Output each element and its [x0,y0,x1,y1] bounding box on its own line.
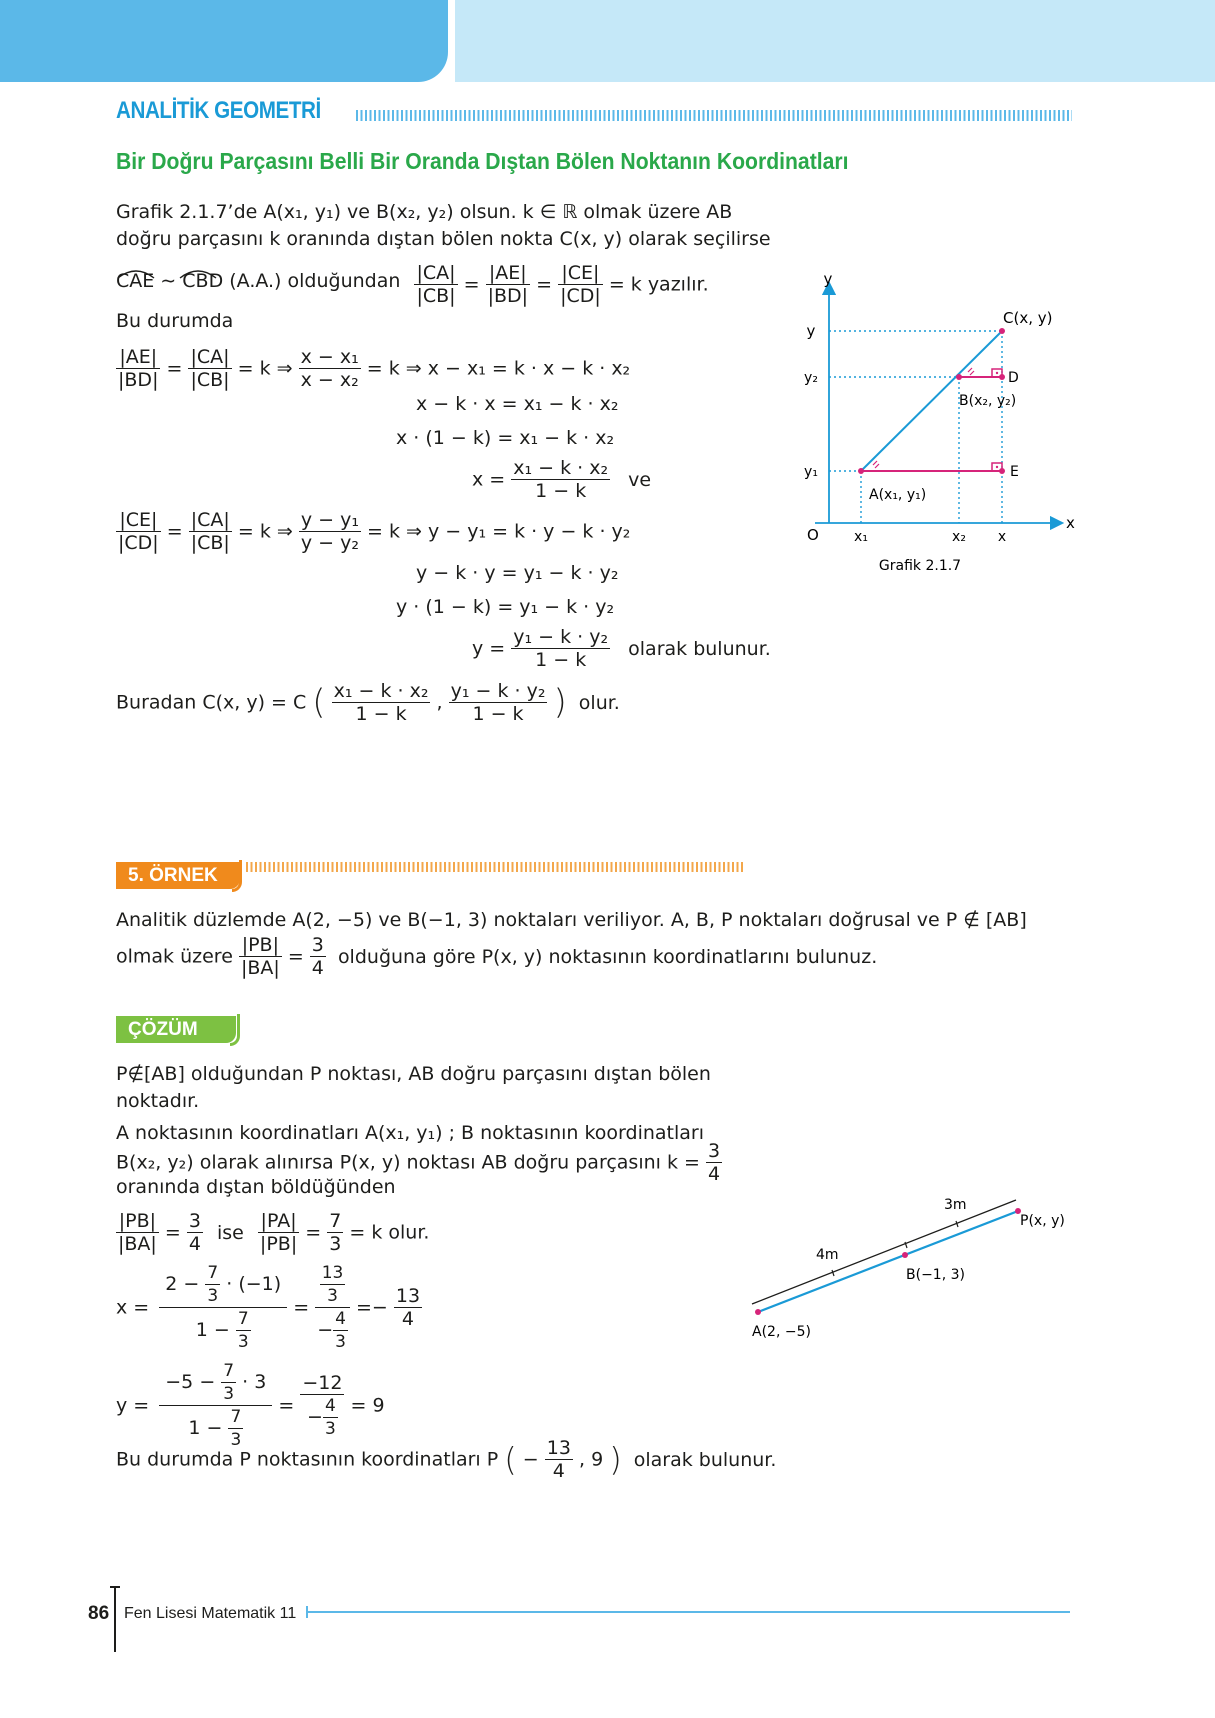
y-equation-4: y = $\frac{\text{y₁ − k · y₂}}{1 - k}$ olarak bulunur. [472,626,771,671]
example-line-1: Analitik düzlemde A(2, −5) ve B(−1, 3) noktaları veriliyor. A, B, P noktaları doğrusal ve P ∉ [AB] [116,909,1027,931]
frac-3-4-2: $\frac{3}{4}$ [188,1210,201,1255]
book-title: Fen Lisesi Matematik 11 [124,1605,297,1622]
tick-x: x [997,529,1007,545]
solution-p2-line1: A noktasının koordinatları A(x₁, y₁) ; B noktasının koordinatları [116,1122,705,1144]
x-equation-4: x = $\frac{\text{x₁ − k · x₂}}{1 - k}$ ve [472,457,652,502]
x-equation-1: $\frac{|AE|}{|BD|}$ = $\frac{|CA|}{|CB|}$ = k ⇒ $\frac{\text{x − x₁}}{\text{x − x₂}}$ = k ⇒ x − x₁ = k · x − k · x₂ [118,346,631,391]
frac-ae-bd-2: $\frac{|AE|}{|BD|}$ [118,346,159,391]
solution-p1-line1: P∉[AB] olduğundan P noktası, AB doğru parçasını dıştan bölen [116,1063,711,1085]
y-equation-2: y − k · y = y₁ − k · y₂ [416,562,619,584]
ratio-equation: $\frac{|PB|}{|BA|}$ = $\frac{3}{4}$ ise $\frac{|PA|}{|PB|}$ = $\frac{7}{3}$ = k olur. [118,1210,430,1255]
intro-line-2: doğru parçasını k oranında dıştan bölen nokta C(x, y) olarak seçilirse [116,228,771,250]
segment-figure [740,1184,1080,1344]
graph-caption: Grafik 2.1.7 [878,558,962,574]
similarity-text: CAE ∼ CBD (A.A.) olduğundan [116,269,401,292]
frac-ca-cb-2: $\frac{|CA|}{|CB|}$ [190,346,230,391]
frac-ae-bd: $\frac{|AE|}{|BD|}$ [487,262,529,307]
solution-tab-edge [230,1014,240,1046]
tick-x1: x₁ [854,529,868,545]
label-point-e: E [1010,464,1019,480]
frac-k-3-4: $\frac{3}{4}$ [707,1140,721,1185]
example-tab: 5. ÖRNEK [116,862,240,889]
frac-y-result: $\frac{\text{y₁ − k · y₂}}{1 - k}$ [513,626,609,671]
frac-7-3: $\frac{7}{3}$ [329,1210,342,1255]
footer-line [308,1611,1070,1613]
label-4m: 4m [816,1247,839,1263]
frac-result-x: $\frac{\text{x₁ − k · x₂}}{1 - k}$ [333,680,429,725]
subsection-title: Bir Doğru Parçasını Belli Bir Oranda Dıştan Bölen Noktanın Koordinatları [116,148,849,174]
x-equation-3: x · (1 − k) = x₁ − k · x₂ [396,427,615,449]
header-gap [448,0,455,82]
x-equation-2: x − k · x = x₁ − k · x₂ [416,393,619,415]
intro-line-1: Grafik 2.1.7’de A(x₁, y₁) ve B(x₂, y₂) olsun. k ∈ ℝ olmak üzere AB [116,201,733,223]
frac-ce-cd-2: $\frac{|CE|}{|CD|}$ [118,509,159,554]
graph-2-1-7 [795,268,1085,578]
section-title-ticks [356,110,1072,121]
frac-ce-cd: $\frac{|CE|}{|CD|}$ [560,262,601,307]
tick-x2: x₂ [952,529,966,545]
solution-tab: ÇÖZÜM [116,1016,236,1043]
tick-y: y [806,322,816,340]
label-point-c: C(x, y) [1003,309,1053,327]
label-a-point: A(2, −5) [752,1324,811,1340]
similarity-statement: CAE ∼ CBD (A.A.) olduğundan $\frac{|CA|}{|CB|}$ = $\frac{|AE|}{|BD|}$ = $\frac{|CE|}{|CD|}$ = k yazılır. [116,262,709,307]
result-equation: Buradan C(x, y) = C ( $\frac{\text{x₁ − k · x₂}}{1 - k}$ , $\frac{\text{y₁ − k · y₂}}{1 - k}$ ) olur. [116,680,620,725]
example-tab-edge [232,860,242,892]
angle-arcs [116,266,226,280]
frac-x-result: $\frac{\text{x₁ − k · x₂}}{1 - k}$ [513,457,609,502]
tick-y2: y₂ [804,370,818,386]
example-line-2: olmak üzere $\frac{|PB|}{|BA|}$ = $\frac{3}{4}$ olduğuna göre P(x, y) noktasının koordinatlarını bulunuz. [116,934,878,979]
frac-3-4: $\frac{3}{4}$ [311,934,324,979]
solution-p2-line2: B(x₂, y₂) olarak alınırsa P(x, y) noktası AB doğru parçasını k = $\frac{3}{4}$ [116,1140,721,1185]
frac-y-ratio: $\frac{\text{y − y₁}}{\text{y − y₂}}$ [300,509,359,554]
label-point-b: B(x₂, y₂) [959,393,1017,409]
axis-y-label: y [823,270,833,288]
frac-x-final: $\frac{13}{4}$ [395,1285,421,1330]
page-number: 86 [88,1603,110,1624]
label-p-point: P(x, y) [1020,1213,1065,1229]
frac-pb-ba: $\frac{|PB|}{|BA|}$ [240,934,280,979]
y-equation-3: y · (1 − k) = y₁ − k · y₂ [396,596,615,618]
y-computation: y = −5 − $\frac{7}{3}$ · 3 1 − $\frac{7}{3}$ = −12 − $\frac{4}{3}$ = 9 [116,1361,385,1450]
frac-x-compound: 2 − $\frac{7}{3}$ · (−1) 1 − $\frac{7}{3}$ [159,1262,287,1353]
header-band-right [455,0,1215,82]
frac-pb-ba-2: $\frac{|PB|}{|BA|}$ [118,1210,157,1255]
frac-ca-cb: $\frac{|CA|}{|CB|}$ [416,262,456,307]
label-point-a: A(x₁, y₁) [869,487,927,503]
label-b-point: B(−1, 3) [906,1267,965,1283]
label-point-d: D [1008,370,1019,386]
origin-label: O [807,526,819,544]
frac-x-ratio: $\frac{\text{x − x₁}}{\text{x − x₂}}$ [300,346,359,391]
example-ticks [246,862,744,872]
solution-p1-line2: noktadır. [116,1090,200,1112]
footer-divider [114,1586,116,1652]
final-statement: Bu durumda P noktasının koordinatları P ( − $\frac{13}{4}$ , 9 ) olarak bulunur. [116,1437,777,1482]
x-computation: x = 2 − $\frac{7}{3}$ · (−1) 1 − $\frac{7}{3}$ = $\frac{13}{3}$ − $\frac{4}{3}$ =− $\frac{13}{4}$ [116,1263,421,1352]
y-equation-1: $\frac{|CE|}{|CD|}$ = $\frac{|CA|}{|CB|}$ = k ⇒ $\frac{\text{y − y₁}}{\text{y − y₂}}$ = k ⇒ y − y₁ = k · y − k · y₂ [118,509,631,554]
axis-x-label: x [1066,514,1075,532]
section-title: ANALİTİK GEOMETRİ [116,97,321,124]
solution-p2-line3: oranında dıştan böldüğünden [116,1176,396,1198]
frac-result-y: $\frac{\text{y₁ − k · y₂}}{1 - k}$ [450,680,546,725]
label-3m: 3m [944,1197,967,1213]
header-band-left [0,0,448,82]
frac-pa-pb: $\frac{|PA|}{|PB|}$ [259,1210,298,1255]
bu-durumda: Bu durumda [116,310,234,332]
frac-ca-cb-3: $\frac{|CA|}{|CB|}$ [190,509,230,554]
frac-y-middle: −12 − $\frac{4}{3}$ [302,1371,343,1439]
tick-y1: y₁ [804,464,818,480]
frac-final-x: $\frac{13}{4}$ [546,1437,571,1482]
frac-y-compound: −5 − $\frac{7}{3}$ · 3 1 − $\frac{7}{3}$ [159,1360,272,1451]
frac-x-middle: $\frac{13}{3}$ − $\frac{4}{3}$ [315,1262,350,1353]
